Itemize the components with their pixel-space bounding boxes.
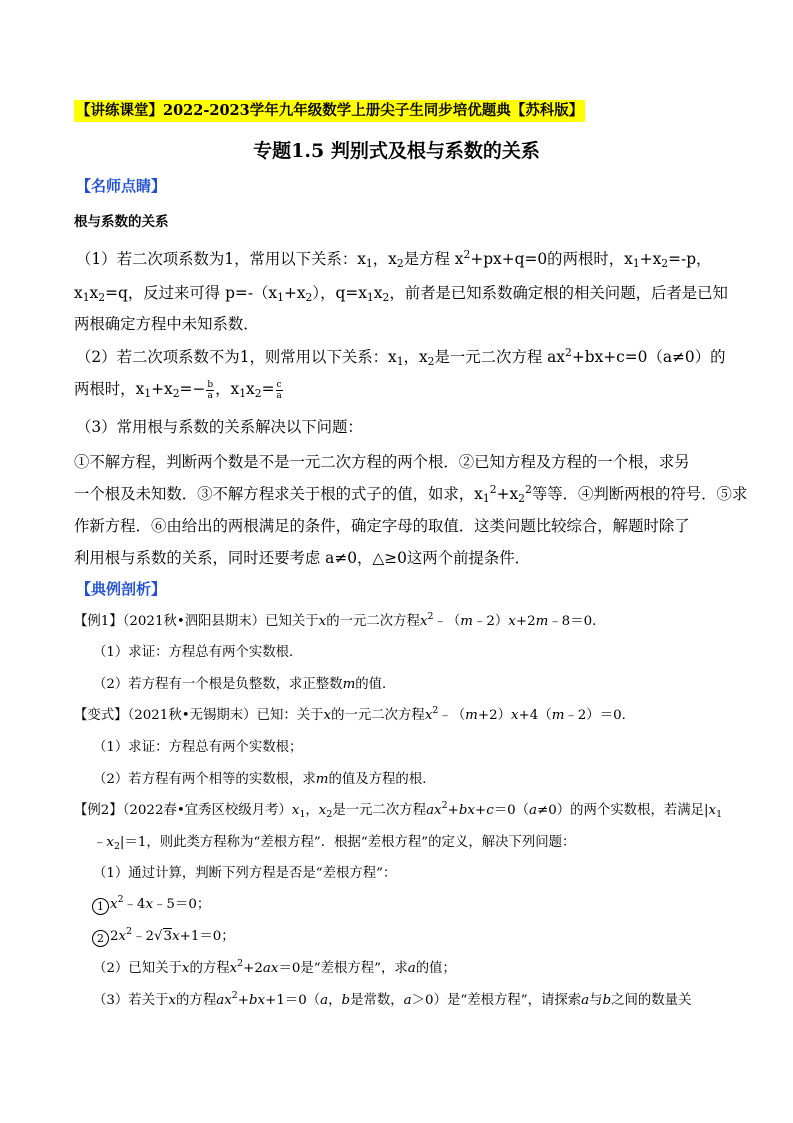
example-2-equation-2: 2 $2x^2﹣2√3x+1=0$； — [92, 927, 235, 947]
theory-line-3: 两根确定方程中未知系数． — [74, 315, 259, 333]
theory-line-2: $x_1x_2=q$，反过来可得 $p=-(x_1+x_2)$，$q=x_1x_2$，前者是已知系数确定根的相关问题，后者是已知 — [74, 284, 728, 304]
example-2-question-1: （1）通过计算，判断下列方程是否是“差根方程”： — [93, 866, 397, 881]
theory-line-6: （3）常用根与系数的关系解决以下问题： — [76, 418, 363, 436]
section-examples: 【典例剖析】 — [76, 580, 167, 598]
circled-number-2: 2 — [92, 930, 109, 947]
theory-line-1: （1）若二次项系数为1，常用以下关系：$x_1$，$x_2$是方程 $x^2+px+q=0$的两根时，$x_1+x_2=-p$， — [76, 248, 712, 270]
circled-number-1: 1 — [92, 898, 109, 915]
example-1-question-1: （1）求证：方程总有两个实数根． — [93, 645, 303, 660]
fraction-c-over-a: $\frac{c}{a}$ — [276, 379, 282, 401]
variant-question-1: （1）求证：方程总有两个实数根； — [93, 740, 303, 755]
theory-subtitle: 根与系数的关系 — [74, 214, 169, 230]
theory-line-4: （2）若二次项系数不为1，则常用以下关系：$x_1$，$x_2$是一元二次方程 $ax^2+bx+c=0(a\ne 0)$的 — [76, 346, 726, 368]
theory-line-10: 利用根与系数的关系，同时还要考虑 a≠0，△≥0这两个前提条件． — [74, 549, 531, 567]
example-1-question-2: （2）若方程有一个根是负整数，求正整数m的值． — [93, 677, 396, 692]
example-2-question-2: （2）已知关于x的方程$x^2+2ax=0$是“差根方程”，求a的值； — [93, 958, 456, 976]
section-tips: 【名师点睛】 — [76, 177, 167, 195]
theory-line-5: 两根时，$x_1+x_2=-$ $\frac{b}{a}$ ，$x_1x_2=$ $\frac{c}{a}$ — [74, 379, 282, 401]
theory-line-7: ①不解方程，判断两个数是不是一元二次方程的两个根．②已知方程及方程的一个根，求另 — [74, 453, 690, 471]
variant-heading: 【变式】（2021秋•无锡期末）已知：关于x的一元二次方程$x^2﹣(m+2)x+4(m﹣2)=0$． — [74, 705, 635, 723]
page-title: 专题1.5 判别式及根与系数的关系 — [253, 140, 540, 162]
fraction-b-over-a: $\frac{b}{a}$ — [207, 379, 214, 401]
header-banner: 【讲练课堂】2022-2023学年九年级数学上册尖子生同步培优题典【苏科版】 — [74, 100, 585, 122]
sqrt-icon: √ — [153, 929, 163, 944]
example-2-heading: 【例2】（2022春•宜秀区校级月考）$x_1$，$x_2$是一元二次方程$ax^2+bx+c=0(a\ne 0)$的两个实数根，若满足$|x_1$ — [74, 800, 723, 820]
variant-question-2: （2）若方程有两个相等的实数根，求m的值及方程的根． — [93, 772, 436, 787]
example-2-question-3: （3）若关于x的方程$ax^2+bx+1=0(a$，b是常数，a＞0）是“差根方程”，请探索a与b之间的数量关 — [93, 990, 692, 1008]
theory-line-8: 一个根及未知数．③不解方程求关于根的式子的值，如求，$x_1^2+x_2^2$等等．④判断两根的符号．⑤求 — [74, 483, 748, 505]
example-2-equation-1: 1 $x^2﹣4x﹣5=0$； — [92, 895, 210, 915]
theory-line-9: 作新方程．⑥由给出的两根满足的条件，确定字母的取值．这类问题比较综合，解题时除了 — [74, 517, 690, 535]
example-2-definition: $﹣x_2|=1$，则此类方程称为“差根方程”．根据“差根方程”的定义，解决下列问题： — [93, 835, 576, 852]
example-1-heading: 【例1】（2021秋•泗阳县期末）已知关于x的一元二次方程$x^2﹣(m﹣2)x+2m﹣8=0$． — [74, 611, 606, 629]
